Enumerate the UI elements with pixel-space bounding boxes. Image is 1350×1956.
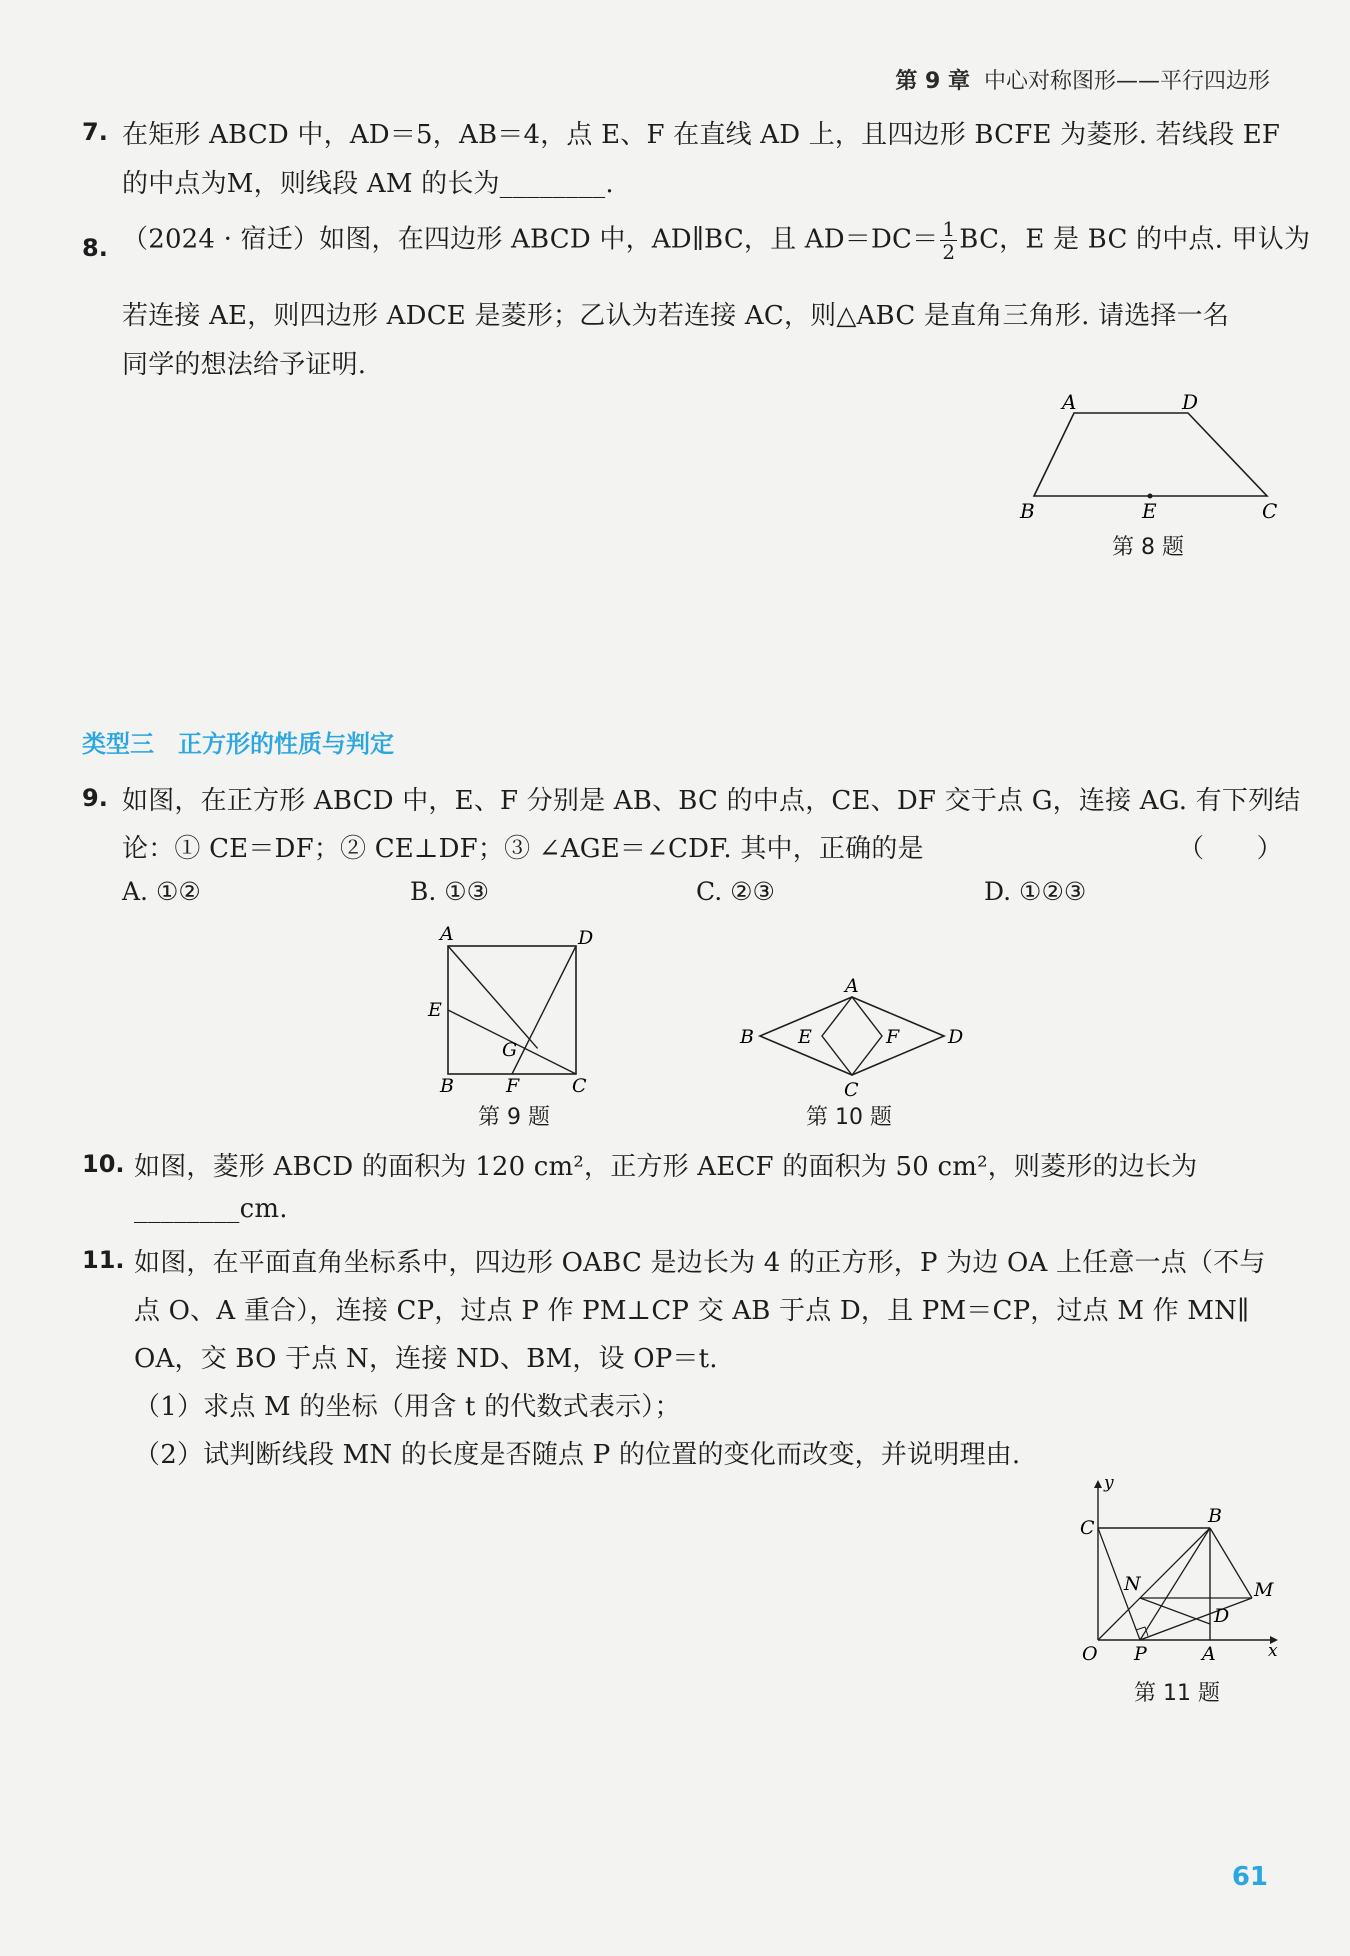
figure-caption: 第 8 题	[1112, 535, 1184, 560]
page-number: 61	[1231, 1862, 1268, 1892]
choice-d: D. ①②③	[984, 877, 1087, 906]
chapter-header	[895, 64, 1270, 95]
fraction-denominator: 2	[942, 240, 956, 264]
sub-question-1: （1）求点 M 的坐标（用含 t 的代数式表示）；	[134, 1392, 681, 1422]
figure-10-rhombus	[730, 975, 980, 1105]
figure-caption: 第 9 题	[478, 1105, 550, 1130]
question-text-line: 点 O、A 重合），连接 CP，过点 P 作 PM⊥CP 交 AB 于点 D，且 PM＝CP，过点 M 作 MN∥	[134, 1296, 1250, 1326]
figure-label: M	[1254, 1579, 1274, 1601]
figure-label: F	[506, 1075, 520, 1097]
question-text-line: 同学的想法给予证明.	[122, 350, 367, 380]
question-text-line: 在矩形 ABCD 中，AD＝5，AB＝4，点 E、F 在直线 AD 上，且四边形 BCFE 为菱形. 若线段 EF	[122, 120, 1281, 150]
figure-label: E	[428, 999, 442, 1021]
chapter-number: 第 9 章	[895, 69, 970, 94]
figure-label: B	[440, 1075, 454, 1097]
chapter-title: 中心对称图形——平行四边形	[983, 69, 1270, 94]
figure-label: C	[1262, 499, 1278, 523]
figure-label: A	[440, 923, 454, 945]
question-text-line: ________cm.	[134, 1194, 288, 1224]
question-number: 9.	[82, 784, 108, 812]
figure-label: B	[740, 1026, 754, 1048]
question-number: 8.	[82, 234, 108, 262]
figure-label: B	[1208, 1505, 1222, 1527]
figure-label: D	[1182, 390, 1199, 414]
question-number: 11.	[82, 1246, 125, 1274]
text-segment: BC，E 是 BC 的中点. 甲认为	[959, 224, 1311, 255]
choice-c: C. ②③	[696, 877, 775, 906]
figure-label: D	[948, 1026, 964, 1048]
text-segment: （2024 · 宿迁）如图，在四边形 ABCD 中，AD∥BC，且 AD＝DC＝	[122, 224, 939, 255]
fraction-numerator: 1	[942, 217, 956, 241]
figure-caption: 第 11 题	[1134, 1681, 1220, 1706]
figure-label: C	[1080, 1517, 1095, 1539]
figure-caption: 第 10 题	[806, 1105, 892, 1130]
figure-label: G	[502, 1039, 518, 1061]
choice-b: B. ①③	[410, 877, 490, 906]
question-text-line: 如图，在正方形 ABCD 中，E、F 分别是 AB、BC 的中点，CE、DF 交于点 G，连接 AG. 有下列结	[122, 786, 1301, 816]
sub-question-2: （2）试判断线段 MN 的长度是否随点 P 的位置的变化而改变，并说明理由.	[134, 1440, 1021, 1470]
question-text-line: OA，交 BO 于点 N，连接 ND、BM，设 OP＝t.	[134, 1344, 718, 1374]
question-text-line: 如图，在平面直角坐标系中，四边形 OABC 是边长为 4 的正方形，P 为边 OA 上任意一点（不与	[134, 1248, 1266, 1278]
question-number: 10.	[82, 1150, 125, 1178]
figure-label: C	[572, 1075, 587, 1097]
section-title: 类型三 正方形的性质与判定	[82, 730, 394, 758]
answer-bracket: （ ）	[1178, 834, 1283, 864]
question-text-line: 如图，菱形 ABCD 的面积为 120 cm²，正方形 AECF 的面积为 50 cm²，则菱形的边长为	[134, 1152, 1198, 1182]
figure-label: E	[1142, 499, 1157, 523]
question-text-line: 论：① CE＝DF；② CE⊥DF；③ ∠AGE＝∠CDF. 其中，正确的是	[122, 834, 924, 864]
figure-label: C	[844, 1079, 859, 1101]
question-text-line	[122, 218, 1310, 263]
figure-label: O	[1082, 1643, 1098, 1665]
figure-label: D	[578, 927, 594, 949]
figure-label: D	[1214, 1605, 1230, 1627]
question-text-line: 若连接 AE，则四边形 ADCE 是菱形；乙认为若连接 AC，则△ABC 是直角三角形. 请选择一名	[122, 301, 1230, 331]
figure-label: F	[886, 1026, 900, 1048]
figure-label: A	[1062, 390, 1077, 414]
figure-label: A	[845, 975, 859, 997]
figure-label: B	[1020, 499, 1035, 523]
figure-label: x	[1268, 1641, 1278, 1661]
choice-a: A. ①②	[122, 877, 201, 906]
figure-label: N	[1124, 1573, 1141, 1595]
question-number: 7.	[82, 118, 108, 146]
figure-label: A	[1202, 1643, 1216, 1665]
figure-8-trapezoid	[1010, 385, 1300, 530]
question-text-line: 的中点为M，则线段 AM 的长为________.	[122, 169, 614, 199]
fraction	[940, 218, 957, 263]
figure-9-square	[424, 920, 604, 1100]
figure-11-coordinate	[1058, 1470, 1288, 1670]
figure-label: y	[1104, 1473, 1114, 1493]
figure-label: E	[798, 1026, 812, 1048]
figure-label: P	[1134, 1643, 1147, 1665]
